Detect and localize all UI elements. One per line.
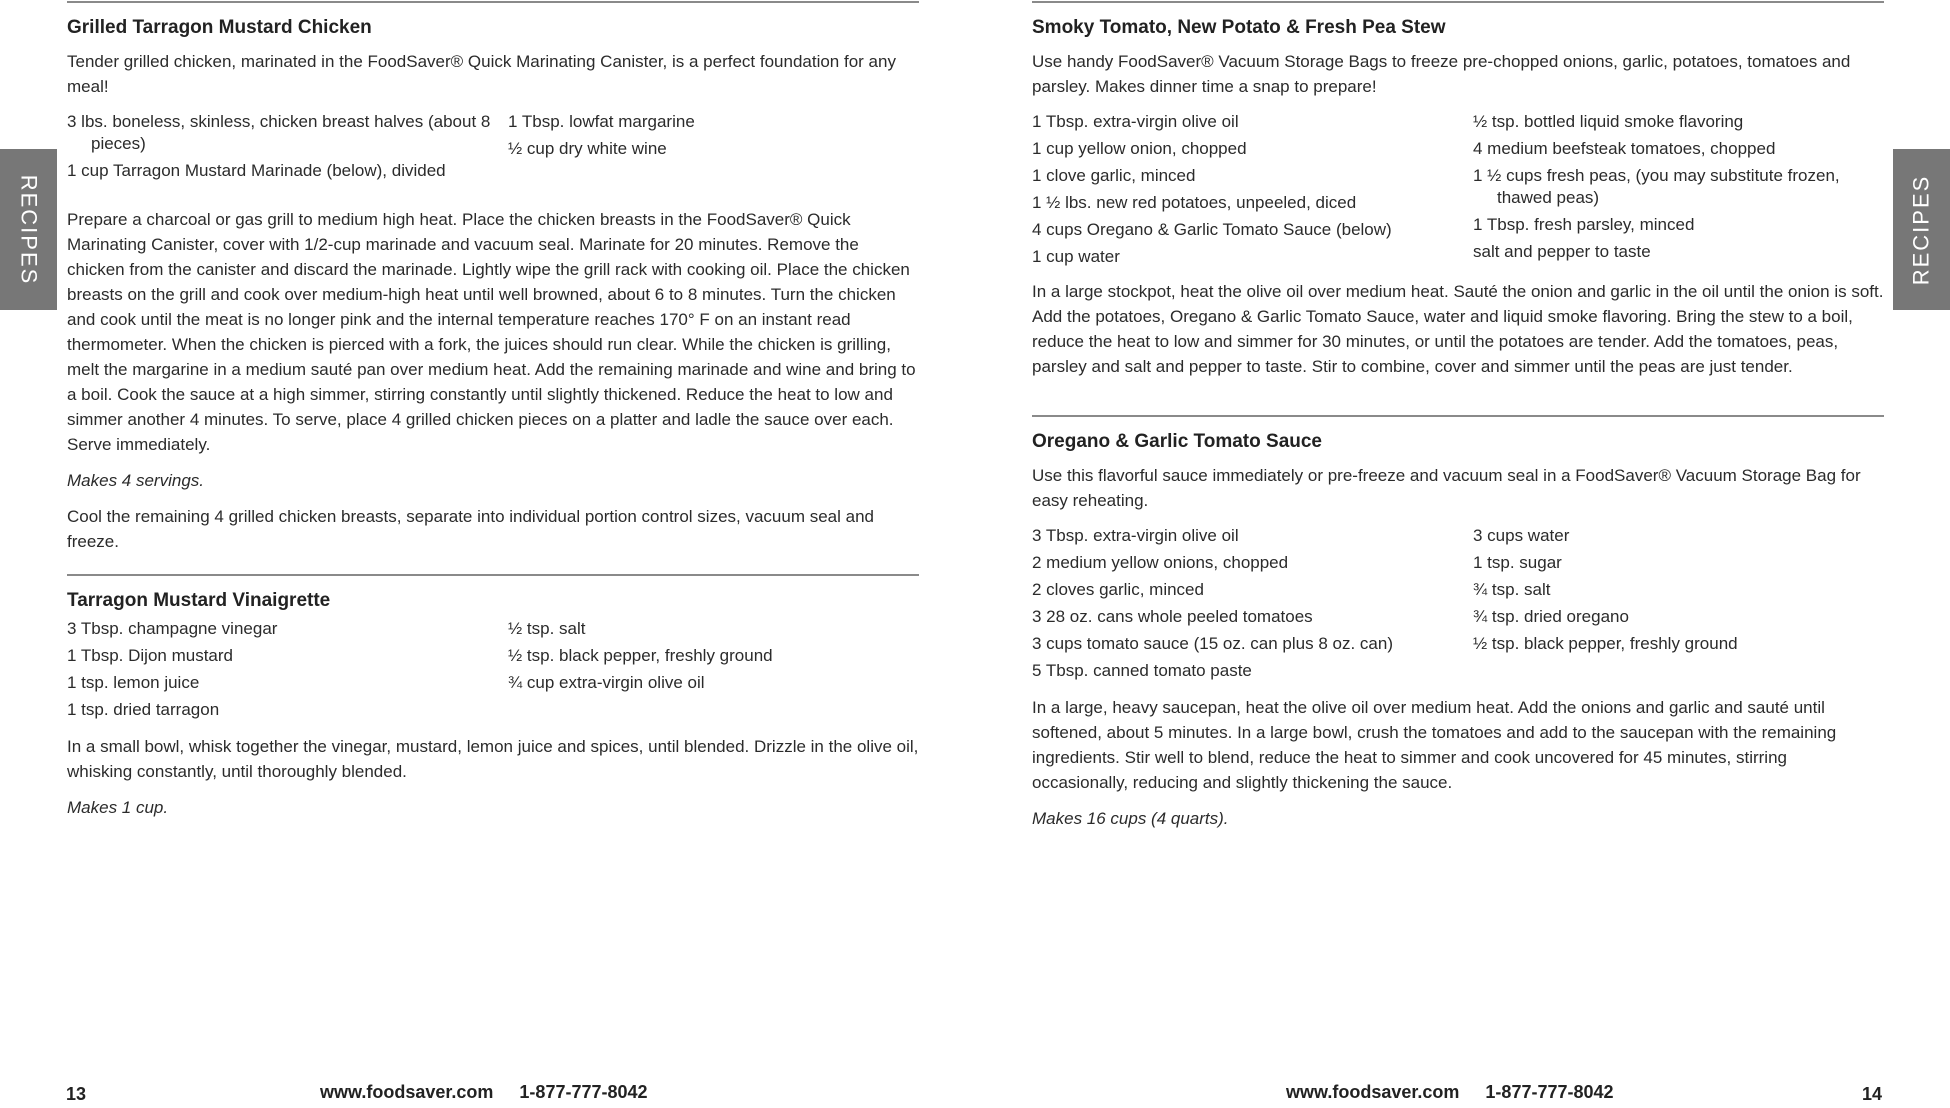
ingredient-column — [67, 618, 508, 726]
ingredient-item: 1 cup yellow onion, chopped — [1032, 139, 1247, 158]
ingredient-item: ½ tsp. black pepper, freshly ground — [508, 646, 773, 665]
ingredient-item: 2 medium yellow onions, chopped — [1032, 553, 1289, 572]
recipe-directions: In a small bowl, whisk together the vinegar, mustard, lemon juice and spices, until blended. Drizzle in the olive oil, whisking constantly, until thoroughly blended. — [67, 737, 919, 781]
ingredient-item: 1 ½ lbs. new red potatoes, unpeeled, diced — [1032, 193, 1357, 212]
recipe-directions: In a large, heavy saucepan, heat the olive oil over medium heat. Add the onions and garlic and sauté until softened, about 5 minutes. In a large bowl, crush the tomatoes and add to the saucepan with the remaining ingredients. Stir well to blend, reduce the heat to simmer and cook uncovered for 45 minutes, stirring occasionally, reducing and slightly thickening the sauce. — [1032, 698, 1837, 792]
recipe-yield: Makes 4 servings. — [67, 471, 204, 490]
recipes-section-tab-right — [1893, 149, 1950, 310]
right-page — [1032, 0, 1884, 1104]
ingredient-item: 1 tsp. sugar — [1473, 553, 1562, 572]
ingredient-item: ¾ tsp. dried oregano — [1473, 607, 1629, 626]
recipe-note: Cool the remaining 4 grilled chicken breasts, separate into individual portion control sizes, vacuum seal and freeze. — [67, 507, 874, 551]
ingredient-column — [1473, 525, 1884, 687]
ingredient-list — [1032, 111, 1884, 273]
ingredient-item: 1 tsp. dried tarragon — [67, 700, 220, 719]
ingredient-column — [1032, 525, 1473, 687]
ingredient-item: ¾ cup extra-virgin olive oil — [508, 673, 705, 692]
divider — [67, 1, 919, 3]
ingredient-item: 1 Tbsp. Dijon mustard — [67, 646, 233, 665]
recipe-grilled-tarragon-mustard-chicken — [67, 17, 919, 554]
ingredient-item: 1 Tbsp. fresh parsley, minced — [1473, 215, 1695, 234]
ingredient-list — [1032, 525, 1884, 687]
ingredient-list — [67, 618, 919, 726]
ingredient-item: 3 Tbsp. champagne vinegar — [67, 619, 278, 638]
recipe-directions: Prepare a charcoal or gas grill to medium high heat. Place the chicken breasts in the FoodSaver® Quick Marinating Canister, cover with 1/2-cup marinade and vacuum seal. Marinate for 20 minutes. Remove the chicken from the canister and discard the marinade. Lightly wipe the grill rack with cooking oil. Place the chicken breasts on the grill and cook over medium-high heat until well browned, about 6 to 8 minutes. Turn the chicken and cook until the meat is no longer pink and the internal temperature reaches 170° F on an instant read thermometer. When the chicken is pierced with a fork, the juices should run clear. While the chicken is grilling, melt the margarine in a medium sauté pan over medium heat. Add the remaining marinade and wine and bring to a boil. Cook the sauce at a high simmer, stirring constantly until slightly thickened. Reduce the heat to low and simmer another 4 minutes. To serve, place 4 grilled chicken pieces on a platter and ladle the sauce over each. Serve immediately. — [67, 210, 916, 454]
ingredient-item: ½ cup dry white wine — [508, 139, 667, 158]
recipe-intro: Tender grilled chicken, marinated in the FoodSaver® Quick Marinating Canister, is a perfect foundation for any meal! — [67, 52, 896, 96]
recipe-intro: Use this flavorful sauce immediately or pre-freeze and vacuum seal in a FoodSaver® Vacuum Storage Bag for easy reheating. — [1032, 466, 1861, 510]
ingredient-item: ½ tsp. bottled liquid smoke flavoring — [1473, 112, 1744, 131]
ingredient-item: 3 cups water — [1473, 526, 1570, 545]
ingredient-item: 1 ½ cups fresh peas, (you may substitute frozen, thawed peas) — [1473, 166, 1840, 207]
ingredient-column — [1032, 111, 1473, 273]
ingredient-item: 3 lbs. boneless, skinless, chicken breast halves (about 8 pieces) — [67, 112, 491, 153]
ingredient-item: 1 Tbsp. extra-virgin olive oil — [1032, 112, 1239, 131]
footer-left — [320, 1082, 648, 1108]
footer-phone: 1-877-777-8042 — [519, 1082, 648, 1102]
ingredient-item: 2 cloves garlic, minced — [1032, 580, 1204, 599]
recipe-tarragon-mustard-vinaigrette — [67, 590, 919, 820]
page-number-left: 13 — [66, 1084, 87, 1104]
ingredient-item: ½ tsp. salt — [508, 619, 586, 638]
recipe-title: Tarragon Mustard Vinaigrette — [67, 590, 331, 611]
ingredient-item: 1 clove garlic, minced — [1032, 166, 1196, 185]
ingredient-item: 4 medium beefsteak tomatoes, chopped — [1473, 139, 1776, 158]
ingredient-item: salt and pepper to taste — [1473, 242, 1651, 261]
left-page — [67, 0, 919, 1104]
ingredient-item: 5 Tbsp. canned tomato paste — [1032, 661, 1252, 680]
ingredient-column — [508, 618, 919, 726]
recipe-yield: Makes 16 cups (4 quarts). — [1032, 809, 1229, 828]
ingredient-item: 1 Tbsp. lowfat margarine — [508, 112, 695, 131]
ingredient-item: ½ tsp. black pepper, freshly ground — [1473, 634, 1738, 653]
ingredient-item: 3 cups tomato sauce (15 oz. can plus 8 oz. can) — [1032, 634, 1393, 653]
tab-label: RECIPES — [16, 174, 42, 285]
page-number-right: 14 — [1862, 1084, 1883, 1104]
ingredient-item: 1 cup Tarragon Mustard Marinade (below), divided — [67, 161, 446, 180]
recipe-smoky-tomato-stew — [1032, 17, 1884, 379]
ingredient-column — [67, 111, 508, 187]
ingredient-item: 3 28 oz. cans whole peeled tomatoes — [1032, 607, 1313, 626]
ingredient-item: 4 cups Oregano & Garlic Tomato Sauce (below) — [1032, 220, 1392, 239]
recipe-title: Smoky Tomato, New Potato & Fresh Pea Stew — [1032, 17, 1446, 38]
recipe-directions: In a large stockpot, heat the olive oil over medium heat. Sauté the onion and garlic in the oil until the onion is soft. Add the potatoes, Oregano & Garlic Tomato Sauce, water and liquid smoke flavoring. Bring the stew to a boil, reduce the heat to low and simmer for 30 minutes, or until the potatoes are tender. Add the tomatoes, peas, parsley and salt and pepper to taste. Stir to combine, cover and simmer until the peas are just tender. — [1032, 282, 1884, 376]
recipe-title: Oregano & Garlic Tomato Sauce — [1032, 431, 1323, 452]
recipes-section-tab-left — [0, 149, 57, 310]
recipe-yield: Makes 1 cup. — [67, 798, 169, 817]
ingredient-column — [508, 111, 919, 187]
divider — [67, 574, 919, 576]
footer-url[interactable]: www.foodsaver.com — [320, 1082, 494, 1102]
divider — [1032, 1, 1884, 3]
ingredient-column — [1473, 111, 1884, 273]
ingredient-list — [67, 111, 919, 187]
ingredient-item: ¾ tsp. salt — [1473, 580, 1551, 599]
footer-url[interactable]: www.foodsaver.com — [1286, 1082, 1460, 1102]
tab-label: RECIPES — [1908, 174, 1934, 285]
footer-phone: 1-877-777-8042 — [1485, 1082, 1614, 1102]
ingredient-item: 1 tsp. lemon juice — [67, 673, 200, 692]
ingredient-item: 1 cup water — [1032, 247, 1120, 266]
ingredient-item: 3 Tbsp. extra-virgin olive oil — [1032, 526, 1239, 545]
footer-right — [1286, 1082, 1614, 1108]
divider — [1032, 415, 1884, 417]
recipe-title: Grilled Tarragon Mustard Chicken — [67, 17, 372, 38]
recipe-intro: Use handy FoodSaver® Vacuum Storage Bags to freeze pre-chopped onions, garlic, potatoes, tomatoes and parsley. Makes dinner time a snap to prepare! — [1032, 52, 1851, 96]
recipe-oregano-garlic-tomato-sauce — [1032, 431, 1884, 831]
